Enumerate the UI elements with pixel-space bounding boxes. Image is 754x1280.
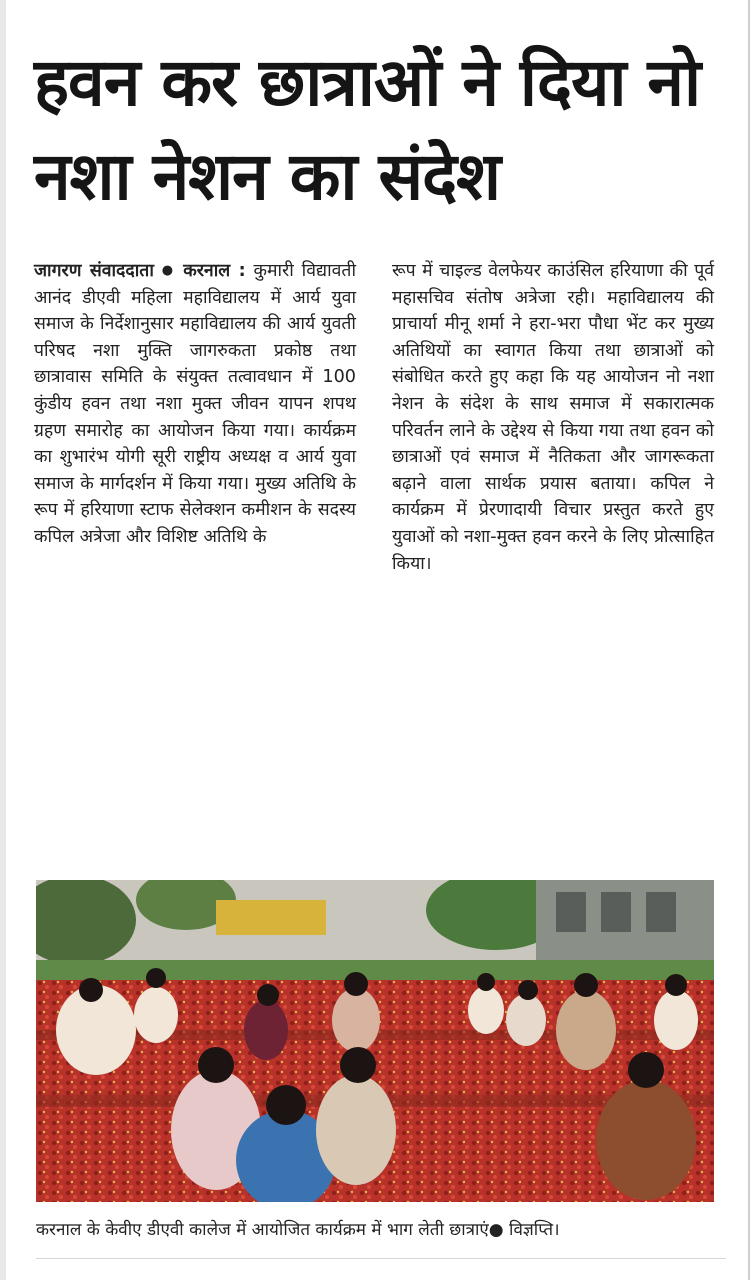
page-edge-shadow <box>0 0 6 1280</box>
article-column-left <box>34 258 356 551</box>
byline-place: करनाल : <box>183 261 246 281</box>
headline-line-2: नशा नेशन का संदेश <box>34 138 501 215</box>
article-headline <box>34 36 724 224</box>
column-rule <box>748 0 750 1280</box>
havan-photo-illustration <box>36 880 714 1202</box>
byline-source: जागरण संवाददाता <box>34 261 154 281</box>
article-column-right <box>392 258 714 577</box>
headline-line-1: हवन कर छात्राओं ने दिया नो <box>34 44 701 121</box>
article-body-left: कुमारी विद्यावती आनंद डीएवी महिला महाविद्यालय में आर्य युवा समाज के निर्देशानुसार महाविद्यालय की आर्य युवती परिषद नशा मुक्ति जागरुकता प्रकोष्ठ तथा छात्रावास समिति के संयुक्त तत्वावधान में 100 कुंडीय हवन तथा नशा मुक्त जीवन यापन शपथ ग्रहण समारोह का आयोजन किया गया। कार्यक्रम का शुभारंभ योगी सूरी राष्ट्रीय अध्यक्ष व आर्य युवा समाज के मार्गदर्शन में किया गया। मुख्य अतिथि के रूप में हरियाणा स्टाफ सेलेक्शन कमीशन के सदस्य कपिल अत्रेजा और विशिष्ट अतिथि के <box>34 261 357 547</box>
event-photo <box>36 880 714 1202</box>
byline-separator: ● <box>161 263 176 278</box>
photo-caption: करनाल के केवीए डीएवी कालेज में आयोजित कार्यक्रम में भाग लेती छात्राएं● विज्ञप्ति। <box>36 1220 560 1240</box>
article-body-right: रूप में चाइल्ड वेलफेयर काउंसिल हरियाणा की पूर्व महासचिव संतोष अत्रेजा रही। महाविद्यालय की प्राचार्या मीनू शर्मा ने हरा-भरा पौधा भेंट कर मुख्य अतिथियों का स्वागत किया तथा छात्राओं को संबोधित करते हुए कहा कि यह आयोजन नो नशा नेशन के संदेश के साथ समाज में सकारात्मक परिवर्तन लाने के उद्देश्य से किया गया तथा हवन को छात्राओं एवं समाज में नैतिकता और जागरूकता बढ़ाने वाला सार्थक प्रयास बताया। कपिल ने कार्यक्रम में प्रेरणादायी विचार प्रस्तुत करते हुए युवाओं को नशा-मुक्त हवन करने के लिए प्रोत्साहित किया। <box>392 261 714 574</box>
bottom-divider <box>36 1258 726 1259</box>
